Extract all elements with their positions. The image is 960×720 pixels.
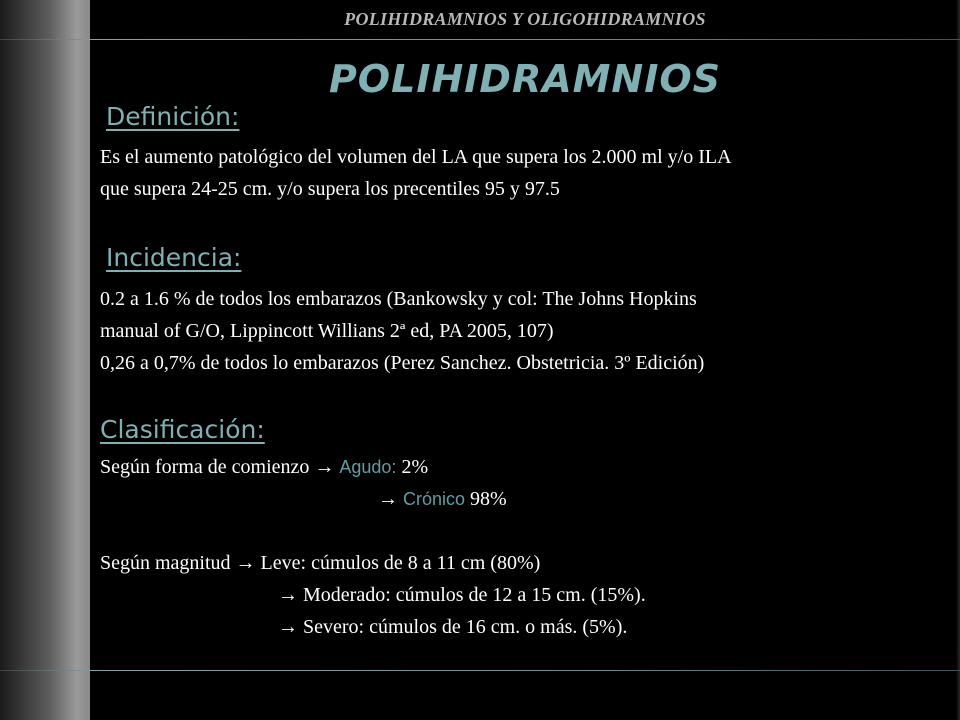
incidencia-heading: Incidencia: xyxy=(106,243,242,272)
left-gradient-bar xyxy=(0,0,90,720)
cronico-line xyxy=(100,483,950,515)
severo-line: → Severo: cúmulos de 16 cm. o más. (5%). xyxy=(278,616,628,638)
cronico-label: Crónico xyxy=(403,489,466,509)
clasificacion-text xyxy=(100,451,950,643)
comienzo-line xyxy=(100,451,950,483)
clasificacion-heading: Clasificación: xyxy=(100,415,265,444)
definicion-heading: Definición: xyxy=(106,102,240,131)
header-rule xyxy=(0,39,960,40)
incidencia-line-1: 0.2 a 1.6 % de todos los embarazos (Bankowsky y col: The Johns Hopkins xyxy=(100,288,697,310)
cronico-value: 98% xyxy=(465,488,507,510)
blank-line xyxy=(100,515,950,547)
magnitud-line xyxy=(100,547,950,579)
definicion-line-2: que supera 24-25 cm. y/o supera los precentiles 95 y 97.5 xyxy=(100,178,560,200)
definicion-line-1: Es el aumento patológico del volumen del LA que supera los 2.000 ml y/o ILA xyxy=(100,146,732,168)
incidencia-line-3: 0,26 a 0,7% de todos lo embarazos (Perez Sanchez. Obstetricia. 3º Edición) xyxy=(100,352,705,374)
header-text: POLIHIDRAMNIOS Y OLIGOHIDRAMNIOS xyxy=(344,9,706,29)
right-edge xyxy=(956,0,960,720)
footer-rule xyxy=(0,670,960,671)
agudo-label: Agudo: xyxy=(339,457,397,477)
slide-title: POLIHIDRAMNIOS xyxy=(328,57,722,101)
slide-header xyxy=(90,0,960,40)
moderado-line: → Moderado: cúmulos de 12 a 15 cm. (15%). xyxy=(278,584,646,606)
definicion-text xyxy=(100,141,950,205)
incidencia-text xyxy=(100,283,950,379)
comienzo-prefix: Según forma de comienzo → xyxy=(100,456,340,478)
leve-text: → Leve: cúmulos de 8 a 11 cm (80%) xyxy=(235,552,541,574)
agudo-value: 2% xyxy=(396,456,429,478)
cronico-arrow: → xyxy=(378,488,403,510)
magnitud-prefix: Según magnitud xyxy=(100,552,236,574)
incidencia-line-2: manual of G/O, Lippincott Willians 2ª ed, PA 2005, 107) xyxy=(100,320,554,342)
